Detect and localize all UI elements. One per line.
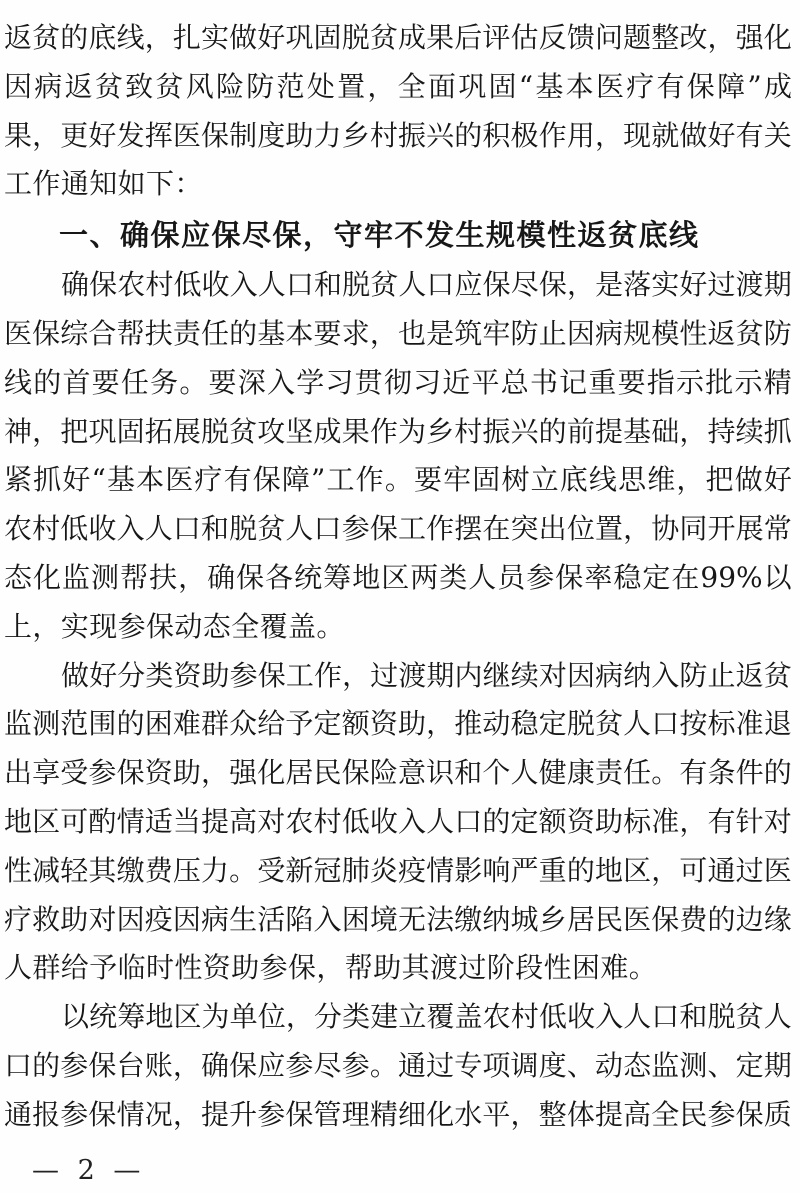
text-line: 果 ， 更 好 发 挥 医 保 制 度 助 力 乡 村 振 兴 的 积 极 作 用 ， 现 就 做 好 有 关	[4, 118, 792, 152]
text-line: 人群给予临时性资助参保，帮助其渡过阶段性困难。	[4, 951, 658, 985]
text-line: 返 贫 的 底 线 ， 扎 实 做 好 巩 固 脱 贫 成 果 后 评 估 反 馈 问 题 整 改 ， 强 化	[4, 21, 792, 54]
text-line: 确 保 农 村 低 收 入 人 口 和 脱 贫 人 口 应 保 尽 保 ， 是 落 实 好 过 渡 期	[61, 268, 792, 302]
text-line: 出 享 受 参 保 资 助 ， 强 化 居 民 保 险 意 识 和 个 人 健 康 责 任 。 有 条 件 的	[4, 756, 792, 790]
text-line: 以 统 筹 地 区 为 单 位 ， 分 类 建 立 覆 盖 农 村 低 收 入 人 口 和 脱 贫 人	[61, 1000, 792, 1034]
text-line: 做 好 分 类 资 助 参 保 工 作 ， 过 渡 期 内 继 续 对 因 病 纳 入 防 止 返 贫	[61, 658, 792, 692]
page-number: — 2 —	[32, 1155, 141, 1186]
text-line: 医 保 综 合 帮 扶 责 任 的 基 本 要 求 ， 也 是 筑 牢 防 止 因 病 规 模 性 返 贫 防	[4, 316, 792, 350]
text-line: 通 报 参 保 情 况 ， 提 升 参 保 管 理 精 细 化 水 平 ， 整 体 提 高 全 民 参 保 质	[4, 1097, 792, 1131]
text-line: 神 ， 把 巩 固 拓 展 脱 贫 攻 坚 成 果 作 为 乡 村 振 兴 的 前 提 基 础 ， 持 续 抓	[4, 414, 792, 448]
text-line: 紧 抓 好 “ 基 本 医 疗 有 保 障 ” 工 作 。 要 牢 固 树 立 底 线 思 维 ， 把 做 好	[4, 463, 792, 497]
section-heading: 一、确保应保尽保，守牢不发生规模性返贫底线	[59, 218, 700, 253]
text-line: 农 村 低 收 入 人 口 和 脱 贫 人 口 参 保 工 作 摆 在 突 出 位 置 ， 协 同 开 展 常	[4, 512, 792, 546]
text-line: 态 化 监 测 帮 扶 ， 确 保 各 统 筹 地 区 两 类 人 员 参 保 率 稳 定 在 99% 以	[4, 560, 792, 594]
text-line: 线 的 首 要 任 务 。 要 深 入 学 习 贯 彻 习 近 平 总 书 记 重 要 指 示 批 示 精	[4, 365, 792, 399]
text-line: 因 病 返 贫 致 贫 风 险 防 范 处 置 ， 全 面 巩 固 “ 基 本 医 疗 有 保 障 ” 成	[4, 69, 792, 103]
text-line: 上，实现参保动态全覆盖。	[4, 609, 345, 643]
text-line: 工作通知如下：	[4, 167, 203, 201]
text-line: 监 测 范 围 的 困 难 群 众 给 予 定 额 资 助 ， 推 动 稳 定 脱 贫 人 口 按 标 准 退	[4, 707, 792, 741]
text-line: 地 区 可 酌 情 适 当 提 高 对 农 村 低 收 入 人 口 的 定 额 资 助 标 准 ， 有 针 对	[4, 804, 792, 838]
text-line: 性 减 轻 其 缴 费 压 力 。 受 新 冠 肺 炎 疫 情 影 响 严 重 的 地 区 ， 可 通 过 医	[4, 853, 792, 887]
text-line: 疗 救 助 对 因 疫 因 病 生 活 陷 入 困 境 无 法 缴 纳 城 乡 居 民 医 保 费 的 边 缘	[4, 902, 792, 936]
text-line: 口 的 参 保 台 账 ， 确 保 应 参 尽 参 。 通 过 专 项 调 度 、 动 态 监 测 、 定 期	[4, 1048, 792, 1082]
